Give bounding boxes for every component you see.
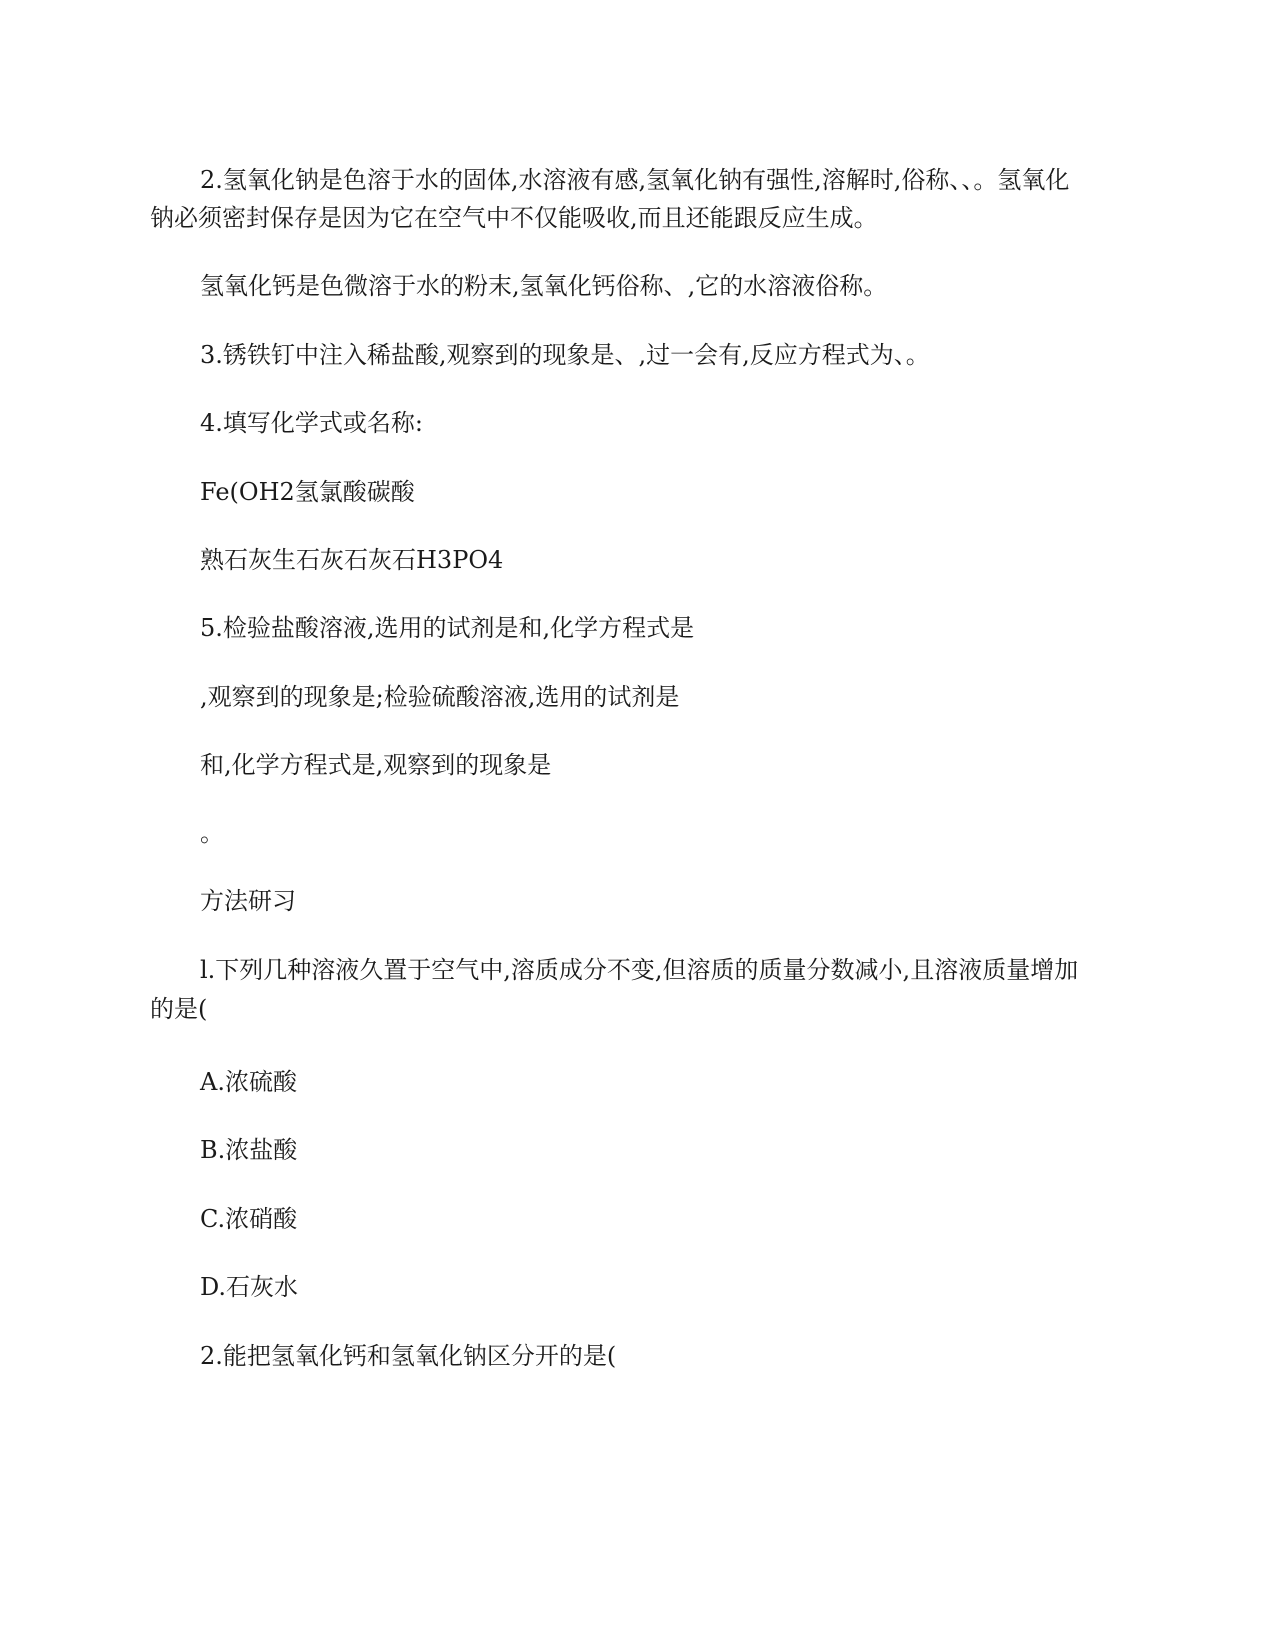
q5-line-4: 。 [200,819,224,847]
mq1-option-a: A.浓硫酸 [200,1068,297,1096]
section-heading-method: 方法研习 [200,887,296,915]
q5-line-3: 和,化学方程式是,观察到的现象是 [200,751,552,779]
q5-line-1: 5.检验盐酸溶液,选用的试剂是和,化学方程式是 [200,614,695,642]
mq2-question-line: 2.能把氢氧化钙和氢氧化钠区分开的是( [200,1342,617,1370]
mq1-option-d: D.石灰水 [200,1273,299,1301]
q2-caoh2-line: 氢氧化钙是色微溶于水的粉末,氢氧化钙俗称、,它的水溶液俗称。 [200,272,888,300]
q4-row-1: Fe(OH2氢氯酸碳酸 [200,478,415,506]
q2-naoh-line-2: 钠必须密封保存是因为它在空气中不仅能吸收,而且还能跟反应生成。 [150,204,878,232]
q4-heading: 4.填写化学式或名称: [200,409,423,437]
mq1-question-line-2: 的是( [150,995,208,1023]
q5-line-2: ,观察到的现象是;检验硫酸溶液,选用的试剂是 [200,683,680,711]
q4-row-2: 熟石灰生石灰石灰石H3PO4 [200,546,504,574]
mq1-question-line-1: l.下列几种溶液久置于空气中,溶质成分不变,但溶质的质量分数减小,且溶液质量增加 [200,956,1079,984]
q3-rusty-nail-line: 3.锈铁钉中注入稀盐酸,观察到的现象是、,过一会有,反应方程式为、。 [200,341,930,369]
mq1-option-b: B.浓盐酸 [200,1136,298,1164]
mq1-option-c: C.浓硝酸 [200,1205,298,1233]
q2-naoh-line-1: 2.氢氧化钠是色溶于水的固体,水溶液有感,氢氧化钠有强性,溶解时,俗称、、。氢氧化 [200,166,1070,194]
